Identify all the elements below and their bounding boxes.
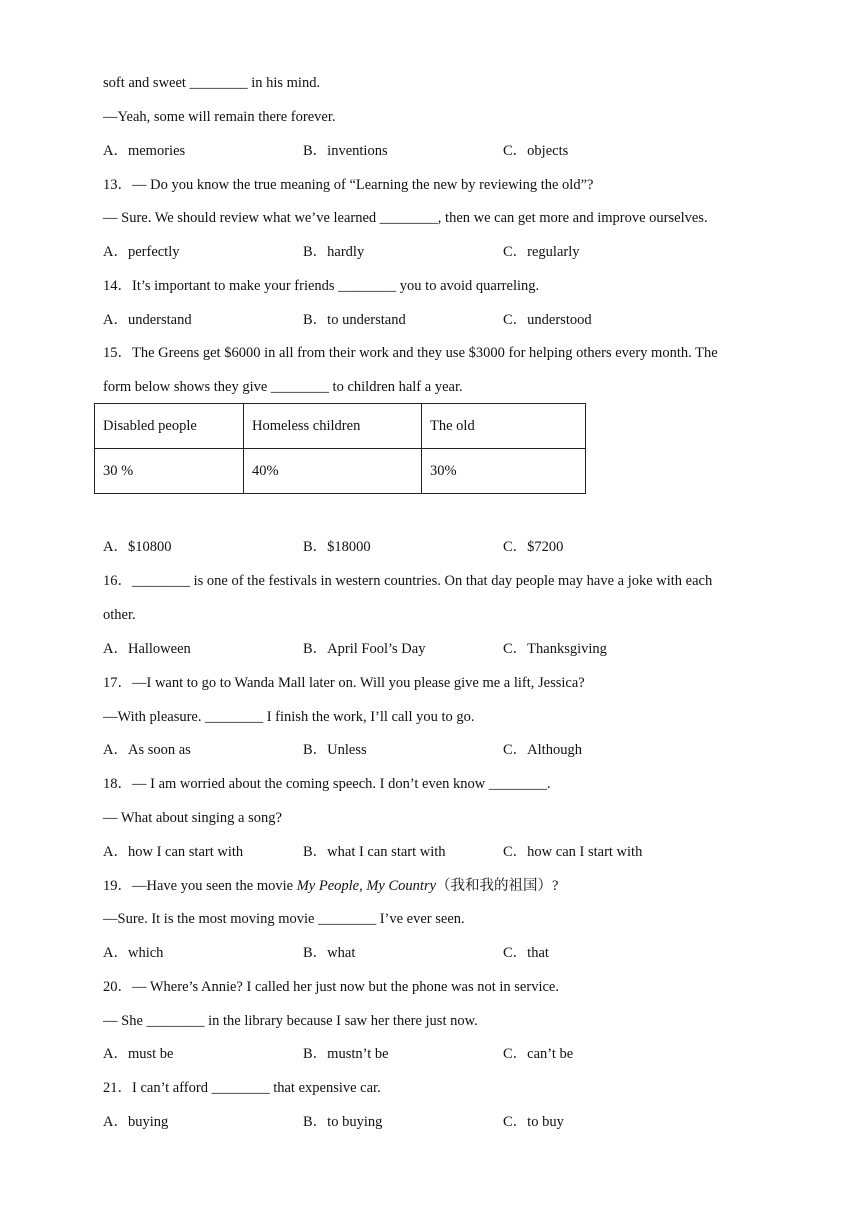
- q14-option-c: C．understood: [503, 312, 592, 328]
- q17-stem: 17．—I want to go to Wanda Mall later on. Will you please give me a lift, Jessica?: [103, 675, 585, 691]
- q19-stem-suffix: （我和我的祖国）?: [436, 878, 559, 894]
- q20-stem: 20．— Where’s Annie? I called her just now but the phone was not in service.: [103, 979, 559, 995]
- q15-stem-line-1: 15．The Greens get $6000 in all from their work and they use $3000 for helping others every month. The: [103, 345, 718, 361]
- table-row: [95, 404, 586, 449]
- q19-stem-prefix: 19．—Have you seen the movie: [103, 878, 297, 894]
- table-header-homeless-children: Homeless children: [244, 404, 422, 449]
- q16-option-c: C．Thanksgiving: [503, 641, 607, 657]
- q12-option-b: B．inventions: [303, 143, 388, 159]
- q17-option-a: A．As soon as: [103, 742, 191, 758]
- q21-option-c: C．to buy: [503, 1114, 564, 1130]
- q13-option-c: C．regularly: [503, 244, 580, 260]
- table-header-the-old: The old: [422, 404, 586, 449]
- q16-option-a: A．Halloween: [103, 641, 191, 657]
- q13-option-a: A．perfectly: [103, 244, 180, 260]
- q18-reply: — What about singing a song?: [103, 810, 282, 826]
- q16-stem-line-2: other.: [103, 607, 136, 623]
- q20-option-b: B．mustn’t be: [303, 1046, 389, 1062]
- q18-option-a: A．how I can start with: [103, 844, 244, 860]
- q15-option-b: B．$18000: [303, 539, 371, 555]
- q12-stem-tail: soft and sweet ________ in his mind.: [103, 75, 321, 91]
- q17-option-b: B．Unless: [303, 742, 367, 758]
- q15-stem-line-2: form below shows they give ________ to children half a year.: [103, 379, 463, 395]
- q15-option-a: A．$10800: [103, 539, 172, 555]
- table-header-disabled-people: Disabled people: [95, 404, 244, 449]
- q19-option-c: C．that: [503, 945, 549, 961]
- q14-stem: 14．It’s important to make your friends ________ you to avoid quarreling.: [103, 278, 540, 294]
- q14-option-a: A．understand: [103, 312, 192, 328]
- q17-reply: —With pleasure. ________ I finish the work, I’ll call you to go.: [103, 709, 475, 725]
- q18-option-c: C．how can I start with: [503, 844, 643, 860]
- q17-option-c: C．Although: [503, 742, 582, 758]
- q19-option-b: B．what: [303, 945, 356, 961]
- q19-option-a: A．which: [103, 945, 164, 961]
- q19-stem: [103, 877, 558, 895]
- q18-option-b: B．what I can start with: [303, 844, 446, 860]
- q13-stem: 13．— Do you know the true meaning of “Learning the new by reviewing the old”?: [103, 177, 594, 193]
- table-cell-homeless-children: 40%: [244, 449, 422, 494]
- q16-option-b: B．April Fool’s Day: [303, 641, 426, 657]
- q18-stem: 18．— I am worried about the coming speech. I don’t even know ________.: [103, 776, 551, 792]
- donation-form-table: [94, 403, 586, 494]
- table-row: [95, 449, 586, 494]
- q21-option-a: A．buying: [103, 1114, 169, 1130]
- q12-reply: —Yeah, some will remain there forever.: [103, 109, 336, 125]
- q12-option-a: A．memories: [103, 143, 186, 159]
- q20-option-c: C．can’t be: [503, 1046, 574, 1062]
- q13-reply: — Sure. We should review what we’ve learned ________, then we can get more and improve ourselves.: [103, 210, 708, 226]
- q19-reply: —Sure. It is the most moving movie ________ I’ve ever seen.: [103, 911, 465, 927]
- table-cell-disabled-people: 30 %: [95, 449, 244, 494]
- q16-stem-line-1: 16．________ is one of the festivals in western countries. On that day people may have a joke with each: [103, 573, 713, 589]
- q20-reply: — She ________ in the library because I saw her there just now.: [103, 1013, 478, 1029]
- q15-option-c: C．$7200: [503, 539, 564, 555]
- q20-option-a: A．must be: [103, 1046, 174, 1062]
- table-cell-the-old: 30%: [422, 449, 586, 494]
- q19-movie-title: My People, My Country: [296, 878, 437, 894]
- q12-option-c: C．objects: [503, 143, 569, 159]
- q21-stem: 21．I can’t afford ________ that expensive car.: [103, 1080, 381, 1096]
- q14-option-b: B．to understand: [303, 312, 406, 328]
- q13-option-b: B．hardly: [303, 244, 365, 260]
- q21-option-b: B．to buying: [303, 1114, 383, 1130]
